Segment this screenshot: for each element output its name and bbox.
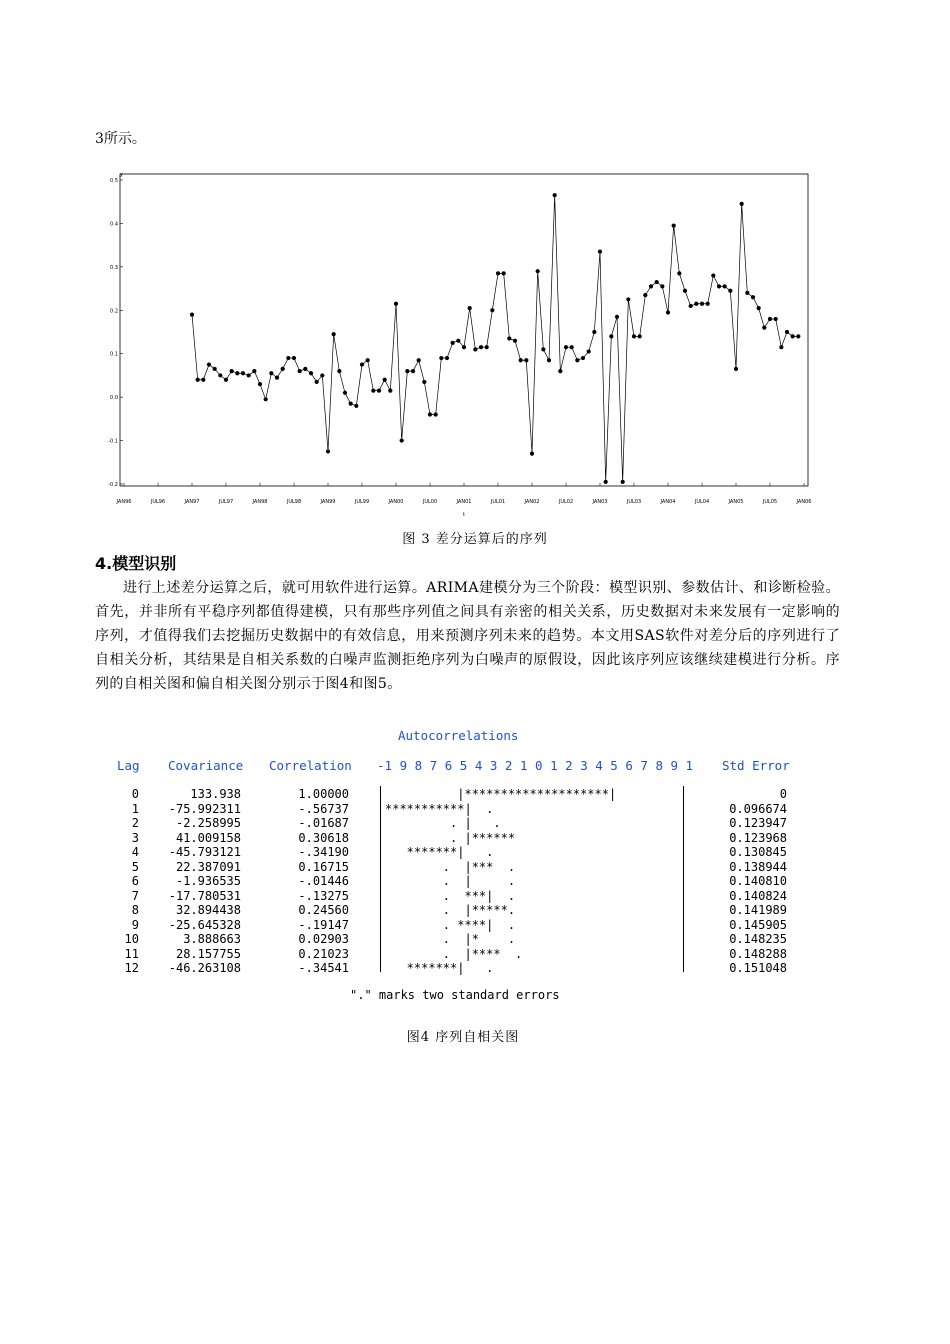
acf-cell-bar: |********************|	[385, 787, 617, 801]
data-point	[281, 367, 285, 371]
x-tick-label: JUL03	[626, 499, 642, 505]
acf-cell-std_error: 0	[779, 787, 787, 801]
acf-cell-bar: . |*****.	[385, 903, 624, 917]
data-point	[592, 330, 596, 334]
data-point	[553, 193, 557, 197]
data-point	[224, 378, 228, 382]
acf-cell-bar: . ****| .	[385, 917, 624, 932]
acf-cell-std_error: 0.123968	[729, 830, 787, 845]
acf-cell-bar: *******| .	[385, 845, 617, 859]
acf-cell-bar: . |******	[385, 830, 624, 845]
data-point	[315, 380, 319, 384]
data-point	[485, 345, 489, 349]
acf-title: Autocorrelations	[398, 728, 519, 743]
data-point	[332, 332, 336, 336]
data-point	[604, 480, 608, 484]
acf-cell-correlation: -.01446	[298, 874, 349, 888]
acf-cell-lag: 5	[131, 859, 139, 874]
data-point	[235, 371, 239, 375]
data-point	[575, 358, 579, 362]
data-point	[734, 367, 738, 371]
data-point	[309, 371, 313, 375]
acf-cell-std_error: 0.123947	[729, 816, 787, 830]
data-point	[275, 376, 279, 380]
data-point	[473, 347, 477, 351]
acf-cell-covariance: -46.263108	[168, 961, 241, 975]
data-point	[524, 358, 528, 362]
acf-cell-covariance: 22.387091	[175, 859, 241, 874]
data-point	[530, 452, 534, 456]
data-point	[360, 362, 364, 366]
data-point	[649, 284, 653, 288]
header-std-error: Std Error	[722, 758, 790, 773]
data-point	[496, 271, 500, 275]
data-point	[462, 345, 466, 349]
x-tick-label: JAN98	[252, 499, 268, 505]
acf-cell-std_error: 0.148235	[729, 932, 787, 946]
data-point	[513, 339, 517, 343]
acf-cell-correlation: 0.30618	[298, 830, 349, 845]
data-point	[241, 371, 245, 375]
acf-cell-covariance: -1.936535	[175, 874, 241, 888]
data-point	[632, 334, 636, 338]
data-point	[388, 389, 392, 393]
data-point	[428, 412, 432, 416]
acf-cell-std_error: 0.145905	[729, 917, 787, 932]
acf-cell-covariance: 3.888663	[183, 932, 241, 946]
data-point	[405, 369, 409, 373]
data-point	[490, 308, 494, 312]
data-point	[757, 306, 761, 310]
data-point	[740, 202, 744, 206]
data-point	[700, 302, 704, 306]
x-tick-label: JUL97	[218, 499, 234, 505]
data-point	[774, 317, 778, 321]
acf-cell-lag: 10	[124, 932, 139, 946]
x-tick-label: JUL00	[422, 499, 438, 505]
data-point	[638, 334, 642, 338]
data-point	[479, 345, 483, 349]
data-point	[326, 449, 330, 453]
acf-cell-covariance: 28.157755	[175, 946, 241, 961]
y-tick-label: -0.1	[108, 438, 118, 445]
acf-cell-lag: 3	[131, 830, 139, 845]
data-point	[711, 273, 715, 277]
acf-cell-correlation: -.19147	[298, 917, 349, 932]
acf-cell-lag: 0	[131, 787, 139, 801]
figure-3-line-chart	[108, 168, 813, 518]
x-tick-label: JAN03	[592, 499, 608, 505]
left-border-line	[380, 786, 381, 972]
x-tick-label: JUL05	[762, 499, 778, 505]
acf-cell-std_error: 0.138944	[729, 859, 787, 874]
data-point	[672, 224, 676, 228]
x-tick-label: JUL01	[490, 499, 506, 505]
data-point	[502, 271, 506, 275]
series-polyline	[192, 195, 798, 482]
intro-line: 3所示。	[95, 131, 146, 147]
data-point	[547, 358, 551, 362]
acf-cell-lag: 4	[131, 845, 139, 859]
data-point	[723, 284, 727, 288]
data-point	[366, 358, 370, 362]
acf-cell-correlation: -.01687	[298, 816, 349, 830]
section-paragraph: 进行上述差分运算之后，就可用软件进行运算。ARIMA建模分为三个阶段：模型识别、参数估计、和诊断检验。首先，并非所有平稳序列都值得建模，只有那些序列值之间具有亲密的相关关系，历史数据对未来发展有一定影响的序列，才值得我们去挖掘历史数据中的有效信息，用来预测序列未来的趋势。本文用SAS软件对差分后的序列进行了自相关分析，其结果是自相关系数的白噪声监测拒绝序列为白噪声的原假设，因此该序列应该继续建模进行分析。序列的自相关图和偏自相关图分别示于图4和图5。	[95, 580, 840, 692]
data-point	[677, 271, 681, 275]
x-tick-label: JAN00	[388, 499, 404, 505]
lag-column	[105, 787, 139, 976]
plot-frame	[120, 174, 808, 486]
data-point	[796, 334, 800, 338]
acf-cell-correlation: 0.24560	[298, 903, 349, 917]
data-point	[536, 269, 540, 273]
x-tick-label: JUL96	[150, 499, 166, 505]
acf-cell-lag: 11	[124, 946, 139, 961]
data-point	[371, 389, 375, 393]
correlation-column	[267, 787, 349, 976]
x-tick-label: JAN02	[524, 499, 540, 505]
data-point	[570, 345, 574, 349]
acf-cell-correlation: -.34541	[298, 961, 349, 975]
figure-4-caption: 图4 序列自相关图	[406, 1030, 520, 1045]
acf-cell-covariance: 41.009158	[175, 830, 241, 845]
data-point	[417, 358, 421, 362]
data-point	[564, 345, 568, 349]
data-point	[349, 402, 353, 406]
y-tick-label: 0.3	[110, 264, 118, 271]
y-axis-label: y	[120, 172, 123, 178]
x-tick-label: JUL04	[694, 499, 710, 505]
acf-cell-std_error: 0.141989	[729, 903, 787, 917]
data-point	[468, 306, 472, 310]
acf-cell-lag: 12	[124, 961, 139, 975]
data-point	[439, 356, 443, 360]
data-point	[587, 349, 591, 353]
data-point	[400, 438, 404, 442]
data-point	[745, 291, 749, 295]
data-point	[615, 315, 619, 319]
acf-cell-correlation: -.34190	[298, 845, 349, 859]
data-point	[218, 373, 222, 377]
acf-cell-correlation: -.13275	[298, 888, 349, 903]
data-point	[252, 369, 256, 373]
right-border-line	[683, 786, 684, 972]
data-point	[320, 373, 324, 377]
acf-cell-covariance: 32.894438	[175, 903, 241, 917]
data-point	[411, 369, 415, 373]
acf-cell-correlation: 1.00000	[298, 787, 349, 801]
x-tick-label: JAN06	[796, 499, 812, 505]
acf-cell-covariance: -25.645328	[168, 917, 241, 932]
covariance-column	[155, 787, 241, 976]
acf-footnote: "." marks two standard errors	[350, 988, 560, 1002]
std-error-column	[695, 787, 787, 976]
data-point	[581, 356, 585, 360]
x-tick-label: JAN97	[184, 499, 200, 505]
acf-cell-covariance: 133.938	[190, 787, 241, 801]
x-tick-label: JAN01	[456, 499, 472, 505]
data-point	[541, 347, 545, 351]
x-tick-label: JAN04	[660, 499, 676, 505]
section-heading: 4.模型识别	[95, 554, 177, 573]
acf-cell-std_error: 0.148288	[729, 946, 787, 961]
acf-cell-lag: 8	[131, 903, 139, 917]
data-point	[609, 334, 613, 338]
data-point	[258, 382, 262, 386]
acf-cell-bar: . ***| .	[385, 888, 624, 903]
acf-cell-bar: ***********| .	[385, 801, 624, 816]
data-point	[292, 356, 296, 360]
data-point	[213, 367, 217, 371]
acf-cell-bar: . | .	[385, 816, 624, 830]
header-covariance: Covariance	[168, 758, 244, 773]
acf-cell-bar: . |**** .	[385, 946, 624, 961]
data-point	[354, 404, 358, 408]
data-point	[507, 336, 511, 340]
data-point	[791, 334, 795, 338]
x-axis-label: t	[463, 512, 465, 518]
header-correlation: Correlation	[269, 758, 352, 773]
data-point	[660, 284, 664, 288]
acf-cell-correlation: 0.21023	[298, 946, 349, 961]
data-point	[643, 293, 647, 297]
data-point	[196, 378, 200, 382]
data-point	[717, 284, 721, 288]
acf-cell-correlation: -.56737	[298, 801, 349, 816]
data-point	[456, 339, 460, 343]
data-point	[230, 369, 234, 373]
data-point	[286, 356, 290, 360]
acf-cell-lag: 1	[131, 801, 139, 816]
y-axis-ticks	[108, 178, 123, 488]
data-point	[728, 289, 732, 293]
data-point	[694, 302, 698, 306]
data-point	[337, 369, 341, 373]
data-point	[269, 371, 273, 375]
figure-3-caption: 图 3 差分运算后的序列	[402, 532, 548, 547]
y-tick-label: 0.1	[110, 351, 118, 358]
x-tick-label: JUL98	[286, 499, 302, 505]
x-tick-label: JAN96	[116, 499, 132, 505]
data-point	[666, 310, 670, 314]
data-point	[768, 317, 772, 321]
acf-cell-correlation: 0.02903	[298, 932, 349, 946]
data-point	[377, 389, 381, 393]
acf-cell-std_error: 0.130845	[729, 845, 787, 859]
data-point	[298, 369, 302, 373]
data-point	[519, 358, 523, 362]
data-point	[445, 356, 449, 360]
header-scale: -1 9 8 7 6 5 4 3 2 1 0 1 2 3 4 5 6 7 8 9 1	[377, 758, 694, 773]
acf-cell-correlation: 0.16715	[298, 859, 349, 874]
acf-cell-bar: . |* .	[385, 932, 624, 946]
series-line	[190, 193, 801, 484]
acf-cell-std_error: 0.140810	[729, 874, 787, 888]
data-point	[626, 297, 630, 301]
autocorrelation-table	[95, 726, 815, 1016]
data-point	[689, 304, 693, 308]
data-point	[394, 302, 398, 306]
acf-cell-std_error: 0.096674	[729, 801, 787, 816]
acf-cell-covariance: -2.258995	[175, 816, 241, 830]
data-point	[207, 362, 211, 366]
acf-cell-bar: *******| .	[385, 961, 617, 975]
data-point	[621, 480, 625, 484]
data-point	[655, 280, 659, 284]
data-point	[785, 330, 789, 334]
acf-cell-std_error: 0.140824	[729, 888, 787, 903]
acf-cell-covariance: -75.992311	[168, 801, 241, 816]
y-tick-label: 0.2	[110, 308, 118, 315]
x-tick-label: JAN05	[728, 499, 744, 505]
acf-cell-lag: 2	[131, 816, 139, 830]
data-point	[779, 345, 783, 349]
acf-cell-bar: . | .	[385, 874, 624, 888]
data-point	[434, 412, 438, 416]
y-tick-label: 0.5	[110, 178, 118, 184]
y-tick-label: 0.4	[110, 221, 118, 228]
acf-cell-std_error: 0.151048	[729, 961, 787, 975]
header-lag: Lag	[117, 758, 140, 773]
data-point	[190, 313, 194, 317]
x-tick-label: JAN99	[320, 499, 336, 505]
y-tick-label: 0.0	[110, 395, 118, 402]
data-point	[247, 373, 251, 377]
data-point	[451, 341, 455, 345]
x-tick-label: JUL99	[354, 499, 370, 505]
data-point	[598, 250, 602, 254]
acf-cell-lag: 7	[131, 888, 139, 903]
data-point	[303, 367, 307, 371]
acf-cell-lag: 9	[131, 917, 139, 932]
data-point	[683, 289, 687, 293]
data-point	[558, 369, 562, 373]
data-point	[751, 295, 755, 299]
data-point	[762, 326, 766, 330]
acf-cell-covariance: -17.780531	[168, 888, 241, 903]
acf-cell-bar: . |*** .	[385, 859, 624, 874]
data-point	[383, 378, 387, 382]
data-point	[201, 378, 205, 382]
y-tick-label: -0.2	[108, 482, 118, 488]
correlation-bars	[385, 787, 623, 976]
data-point	[422, 380, 426, 384]
acf-cell-lag: 6	[131, 874, 139, 888]
acf-cell-covariance: -45.793121	[168, 845, 241, 859]
data-point	[343, 391, 347, 395]
data-point	[706, 302, 710, 306]
data-point	[264, 397, 268, 401]
x-tick-label: JUL02	[558, 499, 574, 505]
